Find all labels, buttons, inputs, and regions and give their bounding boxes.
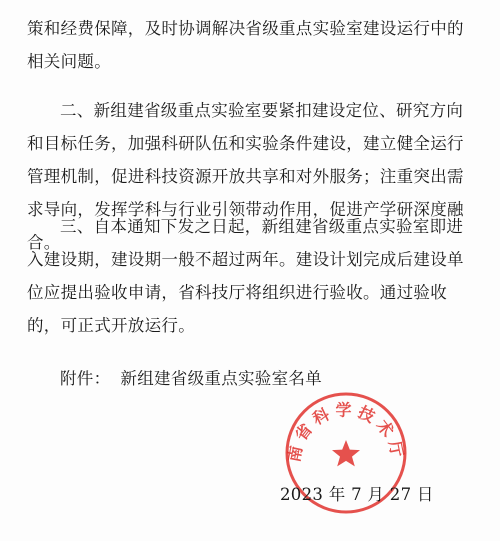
- paragraph-3: 三、自本通知下发之日起，新组建省级重点实验室即进入建设期，建设期一般不超过两年。建设计划完成后建设单位应提出验收申请，省科技厅将组织进行验收。通过验收的，可正式开放运行。: [27, 217, 464, 335]
- seal-star-icon: [332, 440, 360, 466]
- attachment-label: 附件：: [60, 369, 111, 388]
- seal-text: 南省科学技术厅: [284, 400, 408, 464]
- attachment-title: 新组建省级重点实验室名单: [120, 369, 323, 388]
- paragraph-1: 策和经费保障，及时协调解决省级重点实验室建设运行中的相关问题。: [27, 19, 464, 71]
- paragraph-2: 二、新组建省级重点实验室要紧扣建设定位、研究方向和目标任务，加强科研队伍和实验条件建设，建立健全运行管理机制，促进科技资源开放共享和对外服务；注重突出需求导向，发挥学科与行业引领带动作用，促进产学研深度融合。: [27, 101, 464, 252]
- document-date: 2023 年 7 月 27 日: [280, 485, 434, 504]
